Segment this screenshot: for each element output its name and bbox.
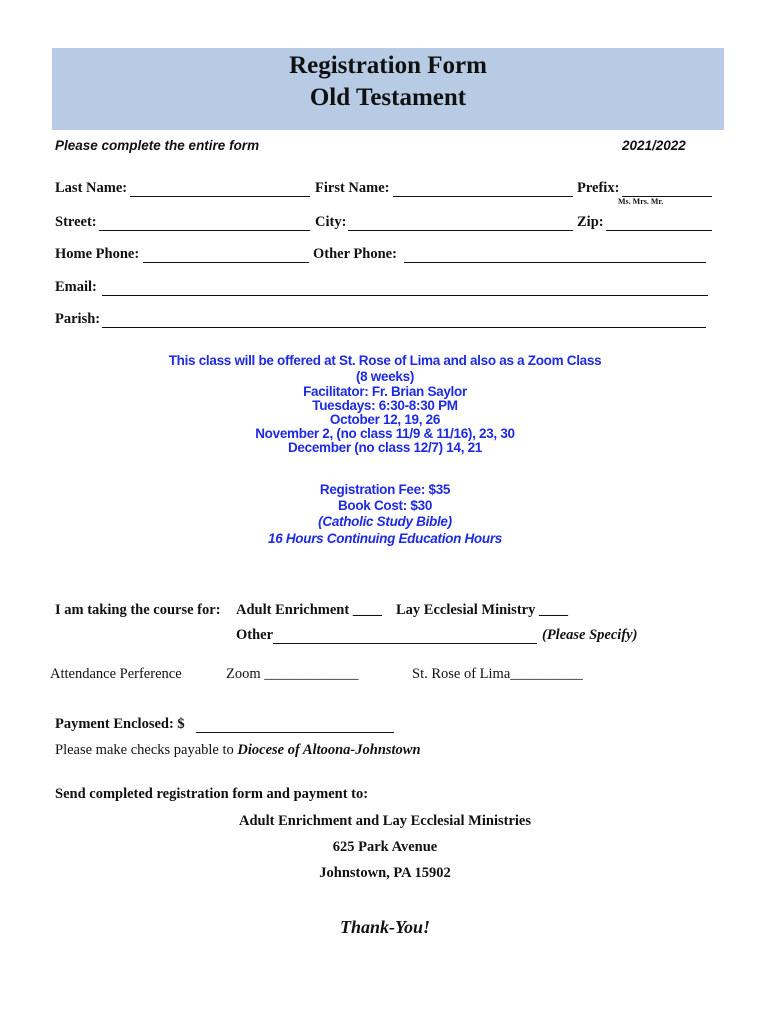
- other-field[interactable]: [273, 643, 537, 644]
- home-phone-field[interactable]: [143, 262, 309, 263]
- last-name-field[interactable]: [130, 196, 310, 197]
- checks-payee: Diocese of Altoona-Johnstown: [237, 742, 421, 758]
- send-org: Adult Enrichment and Lay Ecclesial Ministries: [238, 813, 532, 829]
- email-label: Email:: [55, 279, 97, 295]
- class-october: October 12, 19, 26: [329, 412, 441, 427]
- street-field[interactable]: [99, 230, 310, 231]
- street-label: Street:: [55, 214, 97, 230]
- parish-field[interactable]: [102, 327, 706, 328]
- specify-note: (Please Specify): [542, 627, 638, 643]
- payment-amount-field[interactable]: [196, 732, 394, 733]
- class-location: This class will be offered at St. Rose of Lima and also as a Zoom Class: [168, 353, 602, 368]
- class-november: November 2, (no class 11/9 & 11/16), 23, 30: [255, 426, 515, 441]
- form-subtitle: Old Testament: [309, 84, 467, 111]
- checks-note: [55, 742, 421, 759]
- lay-ministry-option[interactable]: Lay Ecclesial Ministry ____: [396, 602, 568, 618]
- checks-prefix: Please make checks payable to: [55, 742, 238, 758]
- form-title: Registration Form: [289, 52, 487, 79]
- year-text: 2021/2022: [622, 138, 686, 153]
- class-facilitator: Facilitator: Fr. Brian Saylor: [303, 384, 467, 399]
- education-hours: 16 Hours Continuing Education Hours: [267, 531, 502, 546]
- payment-label: Payment Enclosed: $: [55, 716, 185, 732]
- attendance-label: Attendance Perference: [50, 666, 182, 682]
- form-header: [52, 48, 724, 130]
- zip-label: Zip:: [577, 214, 604, 230]
- instruction-text: Please complete the entire form: [55, 138, 260, 153]
- class-december: December (no class 12/7) 14, 21: [287, 440, 483, 455]
- send-label: Send completed registration form and payment to:: [55, 786, 369, 802]
- book-cost: Book Cost: $30: [337, 498, 433, 513]
- other-label: Other: [236, 627, 274, 643]
- parish-label: Parish:: [55, 311, 101, 327]
- course-label: I am taking the course for:: [55, 602, 221, 618]
- thank-you: Thank-You!: [339, 917, 431, 937]
- send-street: 625 Park Avenue: [332, 839, 438, 855]
- st-rose-option[interactable]: St. Rose of Lima__________: [412, 666, 583, 682]
- last-name-label: Last Name:: [55, 180, 128, 196]
- zoom-option[interactable]: Zoom _____________: [226, 666, 359, 682]
- class-duration: (8 weeks): [355, 369, 415, 384]
- first-name-field[interactable]: [393, 196, 573, 197]
- first-name-label: First Name:: [315, 180, 390, 196]
- class-time: Tuesdays: 6:30-8:30 PM: [312, 398, 458, 413]
- prefix-options: Ms. Mrs. Mr.: [618, 197, 664, 206]
- prefix-label: Prefix:: [577, 180, 620, 196]
- bible-note: (Catholic Study Bible): [318, 514, 452, 529]
- city-field[interactable]: [348, 230, 573, 231]
- city-label: City:: [315, 214, 347, 230]
- other-phone-label: Other Phone:: [313, 246, 397, 262]
- email-field[interactable]: [102, 295, 708, 296]
- adult-enrichment-option[interactable]: Adult Enrichment ____: [236, 602, 382, 618]
- other-phone-field[interactable]: [404, 262, 706, 263]
- registration-fee: Registration Fee: $35: [319, 482, 451, 497]
- home-phone-label: Home Phone:: [55, 246, 140, 262]
- zip-field[interactable]: [606, 230, 712, 231]
- send-city: Johnstown, PA 15902: [319, 865, 451, 881]
